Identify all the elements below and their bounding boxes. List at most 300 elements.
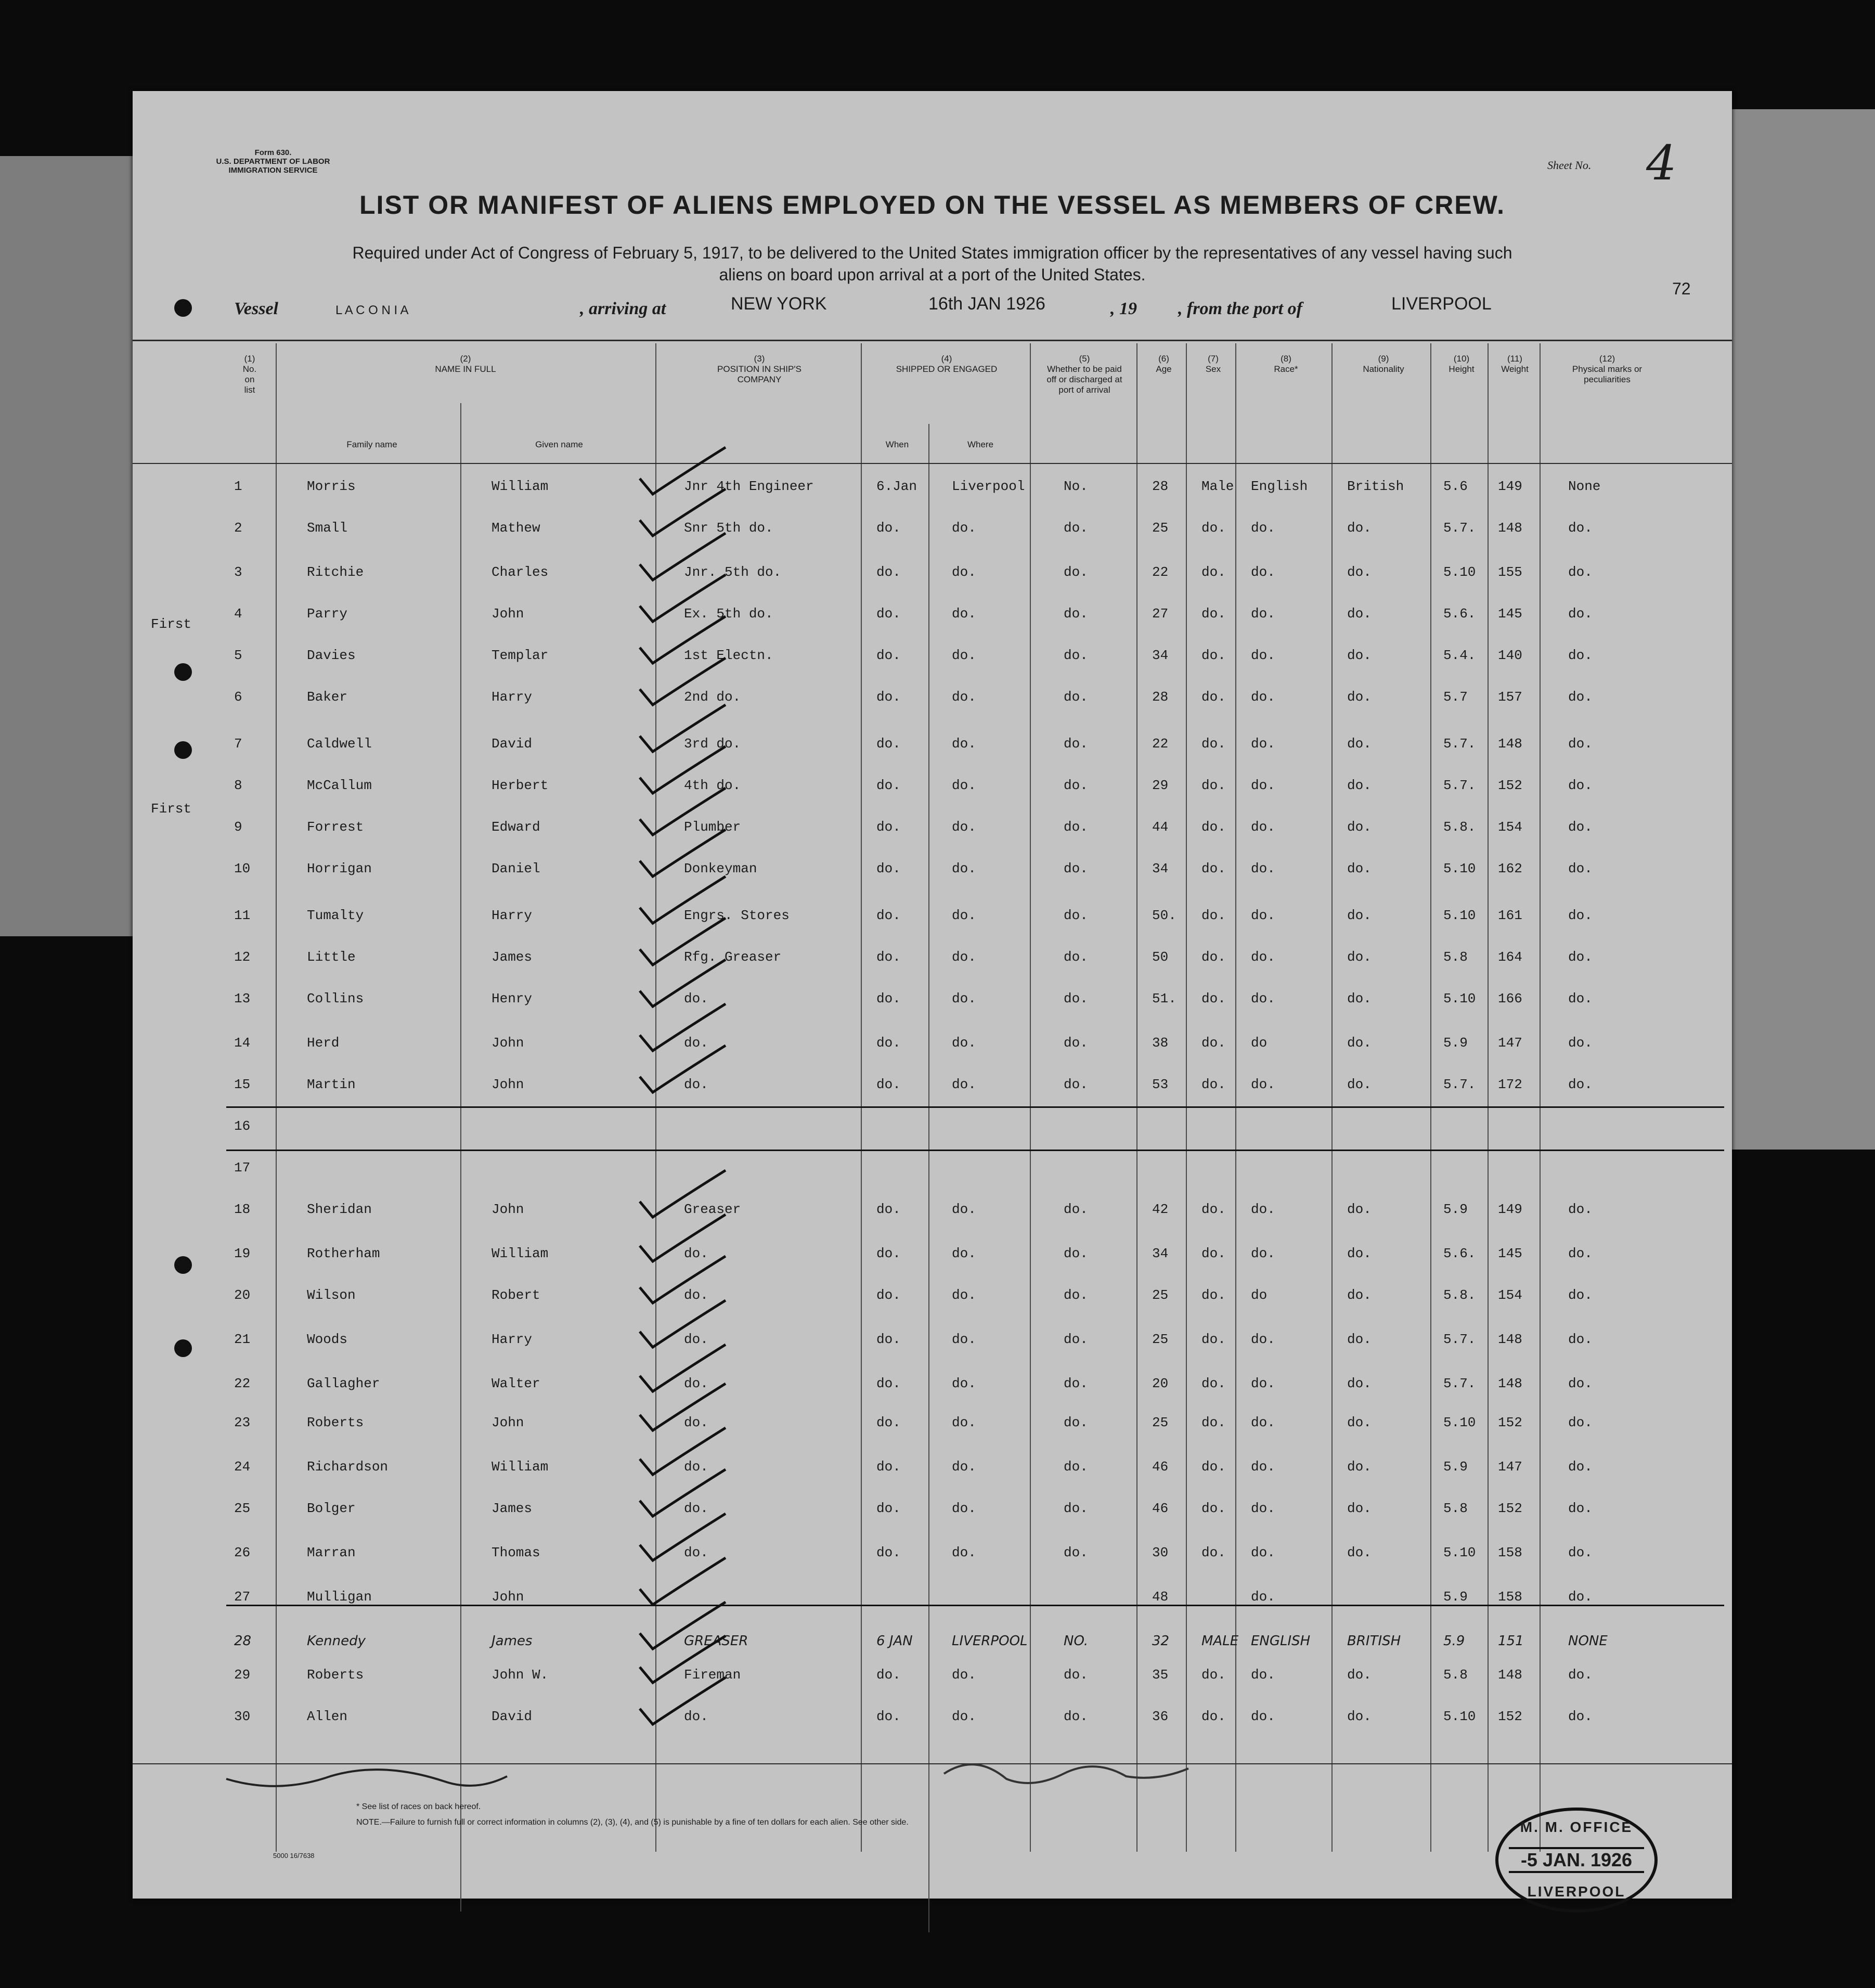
stamp-bottom: LIVERPOOL — [1527, 1883, 1626, 1900]
cell-sex: MALE — [1201, 1633, 1239, 1649]
cell-height: 5.10 — [1443, 861, 1476, 876]
punch-hole — [174, 299, 192, 317]
cell-row-number: 19 — [234, 1246, 251, 1261]
cell-family-name: Richardson — [307, 1459, 389, 1475]
cell-race: do. — [1251, 1332, 1275, 1347]
cell-paid-off: do. — [1064, 736, 1088, 752]
cell-age: 42 — [1152, 1202, 1169, 1217]
cell-paid-off: do. — [1064, 1459, 1088, 1475]
cell-family-name: Forrest — [307, 819, 364, 835]
from-label: , from the port of — [1178, 299, 1302, 318]
cell-sex: do. — [1201, 1035, 1226, 1051]
cell-when: do. — [876, 564, 901, 580]
cell-race: do. — [1251, 1501, 1275, 1516]
cell-given-name: David — [492, 736, 533, 752]
checkmark — [640, 918, 726, 965]
vessel-label: Vessel — [234, 299, 278, 318]
cell-where: do. — [952, 1709, 976, 1724]
checkmark — [640, 876, 726, 923]
cell-where: do. — [952, 1287, 976, 1303]
cell-marks: do. — [1568, 736, 1593, 752]
cell-sex: do. — [1201, 606, 1226, 622]
cell-family-name: Mulligan — [307, 1589, 372, 1605]
cell-sex: do. — [1201, 861, 1226, 876]
cell-given-name: Henry — [492, 991, 533, 1006]
cell-family-name: Rotherham — [307, 1246, 380, 1261]
cell-nationality: do. — [1347, 1667, 1372, 1683]
cell-where: do. — [952, 1667, 976, 1683]
cell-where: do. — [952, 778, 976, 793]
cell-height: 5.8 — [1443, 1667, 1468, 1683]
cell-paid-off: do. — [1064, 1709, 1088, 1724]
cell-age: 22 — [1152, 564, 1169, 580]
cell-where: Liverpool — [952, 479, 1025, 494]
cell-height: 5.7. — [1443, 1376, 1476, 1391]
cell-sex: do. — [1201, 1332, 1226, 1347]
cell-weight: 148 — [1498, 736, 1522, 752]
cell-row-number: 13 — [234, 991, 251, 1006]
cell-family-name: Collins — [307, 991, 364, 1006]
cell-row-number: 23 — [234, 1415, 251, 1430]
vessel-name: L A C O N I A — [335, 303, 409, 317]
cell-age: 46 — [1152, 1501, 1169, 1516]
cell-nationality: do. — [1347, 778, 1372, 793]
cell-race: do. — [1251, 689, 1275, 705]
cell-family-name: Roberts — [307, 1667, 364, 1683]
closing-scribble — [226, 1770, 507, 1786]
cell-marks: do. — [1568, 689, 1593, 705]
cell-marks: do. — [1568, 520, 1593, 536]
cell-sex: do. — [1201, 1287, 1226, 1303]
cell-family-name: Roberts — [307, 1415, 364, 1430]
cell-paid-off: do. — [1064, 648, 1088, 663]
cell-given-name: William — [492, 1246, 549, 1261]
cell-paid-off: do. — [1064, 1332, 1088, 1347]
cell-sex: do. — [1201, 648, 1226, 663]
cell-when: do. — [876, 520, 901, 536]
mm-office-stamp — [1495, 1808, 1658, 1913]
cell-position: do. — [684, 1287, 708, 1303]
cell-age: 22 — [1152, 736, 1169, 752]
cell-marks: do. — [1568, 1035, 1593, 1051]
cell-marks: do. — [1568, 1332, 1593, 1347]
cell-weight: 162 — [1498, 861, 1522, 876]
cell-age: 30 — [1152, 1545, 1169, 1560]
cell-where: do. — [952, 520, 976, 536]
checkmark — [640, 1514, 726, 1560]
cell-weight: 149 — [1498, 479, 1522, 494]
cell-marks: do. — [1568, 648, 1593, 663]
cell-position: Rfg. Greaser — [684, 949, 782, 965]
cell-when: 6.Jan — [876, 479, 917, 494]
cell-when: do. — [876, 648, 901, 663]
cell-where: do. — [952, 1459, 976, 1475]
cell-where: do. — [952, 689, 976, 705]
cell-family-name: Parry — [307, 606, 348, 622]
cell-family-name: McCallum — [307, 778, 372, 793]
cell-when: do. — [876, 689, 901, 705]
cell-family-name: Tumalty — [307, 908, 364, 923]
cell-given-name: James — [492, 949, 533, 965]
cell-height: 5.7. — [1443, 778, 1476, 793]
col-height-header: (10) Height — [1449, 354, 1475, 374]
cell-marks: do. — [1568, 1202, 1593, 1217]
cell-paid-off: NO. — [1064, 1633, 1089, 1649]
cell-when: do. — [876, 1501, 901, 1516]
cell-marks: do. — [1568, 908, 1593, 923]
cell-position: 4th do. — [684, 778, 741, 793]
cell-where: do. — [952, 819, 976, 835]
cell-given-name: John — [492, 1202, 524, 1217]
cell-paid-off: do. — [1064, 819, 1088, 835]
cell-where: do. — [952, 606, 976, 622]
cell-weight: 154 — [1498, 1287, 1522, 1303]
handwritten-checkmarks — [133, 91, 1732, 1899]
checkmark — [640, 960, 726, 1006]
corner-number: 72 — [1672, 279, 1691, 298]
cell-given-name: John — [492, 606, 524, 622]
cell-race: do. — [1251, 648, 1275, 663]
cell-marks: do. — [1568, 1415, 1593, 1430]
cell-sex: do. — [1201, 1415, 1226, 1430]
cell-where: do. — [952, 1545, 976, 1560]
cell-given-name: Harry — [492, 908, 533, 923]
punch-hole — [174, 741, 192, 759]
cell-race: do. — [1251, 991, 1275, 1006]
cell-marks: NONE — [1568, 1633, 1608, 1649]
cell-when: do. — [876, 778, 901, 793]
cell-age: 35 — [1152, 1667, 1169, 1683]
cell-height: 5.9 — [1443, 1589, 1468, 1605]
cell-weight: 148 — [1498, 1667, 1522, 1683]
cell-sex: do. — [1201, 1202, 1226, 1217]
cell-age: 25 — [1152, 520, 1169, 536]
cell-race: do. — [1251, 1077, 1275, 1092]
cell-given-name: William — [492, 1459, 549, 1475]
cell-sex: do. — [1201, 1709, 1226, 1724]
cell-weight: 147 — [1498, 1035, 1522, 1051]
cell-given-name: Thomas — [492, 1545, 540, 1560]
cell-paid-off: do. — [1064, 1415, 1088, 1430]
cell-family-name: Small — [307, 520, 348, 536]
cell-weight: 148 — [1498, 1376, 1522, 1391]
cell-marks: None — [1568, 479, 1601, 494]
cell-race: do. — [1251, 1667, 1275, 1683]
cell-sex: do. — [1201, 991, 1226, 1006]
cell-nationality: do. — [1347, 949, 1372, 965]
cell-row-number: 3 — [234, 564, 242, 580]
cell-weight: 152 — [1498, 1709, 1522, 1724]
cell-height: 5.8 — [1443, 949, 1468, 965]
cell-race: do. — [1251, 1459, 1275, 1475]
cell-race: do. — [1251, 819, 1275, 835]
col-name-header: (2) NAME IN FULL — [435, 354, 496, 374]
cell-weight: 140 — [1498, 648, 1522, 663]
cell-paid-off: do. — [1064, 991, 1088, 1006]
cell-position: Snr 5th do. — [684, 520, 773, 536]
cell-height: 5.6. — [1443, 1246, 1476, 1261]
cell-height: 5.7 — [1443, 689, 1468, 705]
cell-family-name: Woods — [307, 1332, 348, 1347]
cell-where: do. — [952, 1246, 976, 1261]
cell-race: do. — [1251, 564, 1275, 580]
cell-when: do. — [876, 1287, 901, 1303]
checkmark — [640, 1215, 726, 1261]
cell-nationality: do. — [1347, 648, 1372, 663]
cell-nationality: do. — [1347, 1709, 1372, 1724]
cell-row-number: 8 — [234, 778, 242, 793]
cell-age: 53 — [1152, 1077, 1169, 1092]
cell-nationality: do. — [1347, 689, 1372, 705]
cell-row-number: 20 — [234, 1287, 251, 1303]
cell-given-name: Daniel — [492, 861, 540, 876]
cell-height: 5.7. — [1443, 1332, 1476, 1347]
cell-family-name: Wilson — [307, 1287, 356, 1303]
cell-weight: 161 — [1498, 908, 1522, 923]
cell-marks: do. — [1568, 564, 1593, 580]
col-where-header: Where — [967, 440, 994, 449]
cell-family-name: Sheridan — [307, 1202, 372, 1217]
checkmark — [640, 788, 726, 835]
cell-marks: do. — [1568, 949, 1593, 965]
cell-position: do. — [684, 1459, 708, 1475]
checkmark — [640, 1256, 726, 1303]
checkmark — [640, 1558, 726, 1605]
cell-paid-off: do. — [1064, 1501, 1088, 1516]
cell-paid-off: do. — [1064, 1246, 1088, 1261]
cell-race: do. — [1251, 520, 1275, 536]
cell-weight: 154 — [1498, 819, 1522, 835]
cell-family-name: Ritchie — [307, 564, 364, 580]
cell-when: do. — [876, 1035, 901, 1051]
cell-marks: do. — [1568, 1459, 1593, 1475]
arrival-date: 16th JAN 1926 — [928, 294, 1045, 314]
col-position-header: (3) POSITION IN SHIP'S COMPANY — [717, 354, 801, 384]
cell-height: 5.8 — [1443, 1501, 1468, 1516]
cell-row-number: 12 — [234, 949, 251, 965]
col-when-header: When — [885, 440, 909, 449]
cell-family-name: Morris — [307, 479, 356, 494]
col-weight-header: (11) Weight — [1501, 354, 1529, 374]
cell-race: do. — [1251, 861, 1275, 876]
cell-race: do. — [1251, 1545, 1275, 1560]
cell-nationality: BRITISH — [1347, 1633, 1401, 1649]
cell-given-name: John — [492, 1415, 524, 1430]
checkmark — [640, 746, 726, 793]
arrival-port: NEW YORK — [731, 294, 827, 314]
cell-height: 5.4. — [1443, 648, 1476, 663]
cell-family-name: Marran — [307, 1545, 356, 1560]
cell-height: 5.10 — [1443, 991, 1476, 1006]
cell-age: 32 — [1152, 1633, 1170, 1649]
cell-given-name: James — [492, 1633, 533, 1649]
footnote-penalty: NOTE.—Failure to furnish full or correct information in columns (2), (3), (4), and (5) is punishable by a fine of ten dollars for each alien. See other side. — [356, 1818, 909, 1827]
stamp-date: -5 JAN. 1926 — [1509, 1847, 1644, 1873]
cell-marks: do. — [1568, 1246, 1593, 1261]
cell-height: 5.7. — [1443, 736, 1476, 752]
cell-position: do. — [684, 1545, 708, 1560]
cell-sex: do. — [1201, 1667, 1226, 1683]
cell-when: do. — [876, 819, 901, 835]
stamp-top: M. M. OFFICE — [1520, 1819, 1633, 1835]
cell-weight: 157 — [1498, 689, 1522, 705]
cell-height: 5.9 — [1443, 1459, 1468, 1475]
cell-given-name: Edward — [492, 819, 540, 835]
cell-when: do. — [876, 1667, 901, 1683]
cell-row-number: 14 — [234, 1035, 251, 1051]
cell-weight: 151 — [1498, 1633, 1524, 1649]
cell-paid-off: do. — [1064, 908, 1088, 923]
cell-given-name: Templar — [492, 648, 549, 663]
cell-when: do. — [876, 606, 901, 622]
cell-where: do. — [952, 991, 976, 1006]
cell-sex: do. — [1201, 908, 1226, 923]
cell-row-number: 10 — [234, 861, 251, 876]
cell-paid-off: do. — [1064, 564, 1088, 580]
cell-age: 51. — [1152, 991, 1176, 1006]
checkmark — [640, 1345, 726, 1391]
cell-nationality: do. — [1347, 991, 1372, 1006]
cell-where: do. — [952, 1501, 976, 1516]
cell-age: 50. — [1152, 908, 1176, 923]
cell-age: 27 — [1152, 606, 1169, 622]
cell-weight: 152 — [1498, 1415, 1522, 1430]
underlying-page-right — [1732, 109, 1875, 1150]
cell-position: do. — [684, 1709, 708, 1724]
cell-row-number: 5 — [234, 648, 242, 663]
cell-paid-off: do. — [1064, 1077, 1088, 1092]
cell-when: do. — [876, 908, 901, 923]
cell-weight: 166 — [1498, 991, 1522, 1006]
cell-sex: do. — [1201, 1246, 1226, 1261]
col-given-header: Given name — [535, 440, 583, 449]
cell-given-name: David — [492, 1709, 533, 1724]
cell-marks: do. — [1568, 1667, 1593, 1683]
cell-paid-off: do. — [1064, 1202, 1088, 1217]
cell-race: do. — [1251, 778, 1275, 793]
cell-weight: 145 — [1498, 1246, 1522, 1261]
cell-marks: do. — [1568, 1709, 1593, 1724]
cell-race: do. — [1251, 1415, 1275, 1430]
cell-sex: do. — [1201, 1501, 1226, 1516]
cell-marks: do. — [1568, 819, 1593, 835]
cell-where: do. — [952, 1035, 976, 1051]
cell-given-name: Herbert — [492, 778, 549, 793]
cell-when: do. — [876, 949, 901, 965]
cell-race: do. — [1251, 1709, 1275, 1724]
cell-age: 29 — [1152, 778, 1169, 793]
cell-when: do. — [876, 1202, 901, 1217]
side-note: First — [151, 801, 192, 817]
sheet-label: Sheet No. — [1547, 159, 1592, 172]
checkmark — [640, 1677, 726, 1724]
cell-weight: 148 — [1498, 1332, 1522, 1347]
signature-scribble — [944, 1764, 1188, 1783]
cell-weight: 158 — [1498, 1545, 1522, 1560]
cell-family-name: Baker — [307, 689, 348, 705]
cell-given-name: Harry — [492, 689, 533, 705]
cell-given-name: John — [492, 1077, 524, 1092]
cell-given-name: Robert — [492, 1287, 540, 1303]
cell-paid-off: No. — [1064, 479, 1088, 494]
cell-nationality: do. — [1347, 1376, 1372, 1391]
print-code: 5000 16/7638 — [273, 1852, 315, 1860]
cell-where: do. — [952, 1332, 976, 1347]
cell-height: 5.9 — [1443, 1202, 1468, 1217]
cell-sex: Male — [1201, 479, 1234, 494]
cell-row-number: 15 — [234, 1077, 251, 1092]
cell-age: 25 — [1152, 1415, 1169, 1430]
form-department: U.S. DEPARTMENT OF LABOR — [216, 157, 330, 166]
col-paid-header: (5) Whether to be paid off or discharged at port of arrival — [1046, 354, 1122, 395]
cell-weight: 155 — [1498, 564, 1522, 580]
cell-family-name: Davies — [307, 648, 356, 663]
cell-where: do. — [952, 1202, 976, 1217]
cell-nationality: do. — [1347, 819, 1372, 835]
checkmark — [640, 1300, 726, 1347]
cell-row-number: 27 — [234, 1589, 251, 1605]
cell-position: do. — [684, 1332, 708, 1347]
cell-marks: do. — [1568, 606, 1593, 622]
cell-nationality: do. — [1347, 1035, 1372, 1051]
checkmark — [640, 1428, 726, 1475]
cell-row-number: 30 — [234, 1709, 251, 1724]
cell-sex: do. — [1201, 689, 1226, 705]
cell-when: do. — [876, 861, 901, 876]
cell-position: Jnr. 5th do. — [684, 564, 782, 580]
cell-paid-off: do. — [1064, 1667, 1088, 1683]
cell-age: 38 — [1152, 1035, 1169, 1051]
cell-given-name: John W. — [492, 1667, 549, 1683]
footnote-races: * See list of races on back hereof. — [356, 1802, 481, 1811]
cell-when: do. — [876, 1545, 901, 1560]
checkmark — [640, 616, 726, 663]
cell-sex: do. — [1201, 778, 1226, 793]
cell-position: Jnr 4th Engineer — [684, 479, 814, 494]
cell-family-name: Allen — [307, 1709, 348, 1724]
cell-position: Donkeyman — [684, 861, 757, 876]
cell-height: 5.6 — [1443, 479, 1468, 494]
cell-sex: do. — [1201, 1545, 1226, 1560]
cell-row-number: 28 — [234, 1633, 252, 1649]
cell-when: do. — [876, 1077, 901, 1092]
cell-marks: do. — [1568, 991, 1593, 1006]
cell-weight: 158 — [1498, 1589, 1522, 1605]
cell-where: do. — [952, 1376, 976, 1391]
cell-race: do. — [1251, 736, 1275, 752]
cell-family-name: Horrigan — [307, 861, 372, 876]
cell-weight: 145 — [1498, 606, 1522, 622]
checkmark — [640, 1045, 726, 1092]
cell-nationality: do. — [1347, 520, 1372, 536]
cell-family-name: Martin — [307, 1077, 356, 1092]
cell-nationality: do. — [1347, 606, 1372, 622]
cell-row-number: 26 — [234, 1545, 251, 1560]
cell-family-name: Herd — [307, 1035, 340, 1051]
cell-when: do. — [876, 1415, 901, 1430]
cell-weight: 164 — [1498, 949, 1522, 965]
cell-position: Fireman — [684, 1667, 741, 1683]
cell-age: 50 — [1152, 949, 1169, 965]
form-number: Form 630. — [254, 148, 292, 157]
cell-height: 5.10 — [1443, 1415, 1476, 1430]
cell-weight: 147 — [1498, 1459, 1522, 1475]
col-marks-header: (12) Physical marks or peculiarities — [1572, 354, 1643, 384]
cell-position: Ex. 5th do. — [684, 606, 773, 622]
cell-when: do. — [876, 991, 901, 1006]
cell-weight: 149 — [1498, 1202, 1522, 1217]
cell-weight: 152 — [1498, 1501, 1522, 1516]
